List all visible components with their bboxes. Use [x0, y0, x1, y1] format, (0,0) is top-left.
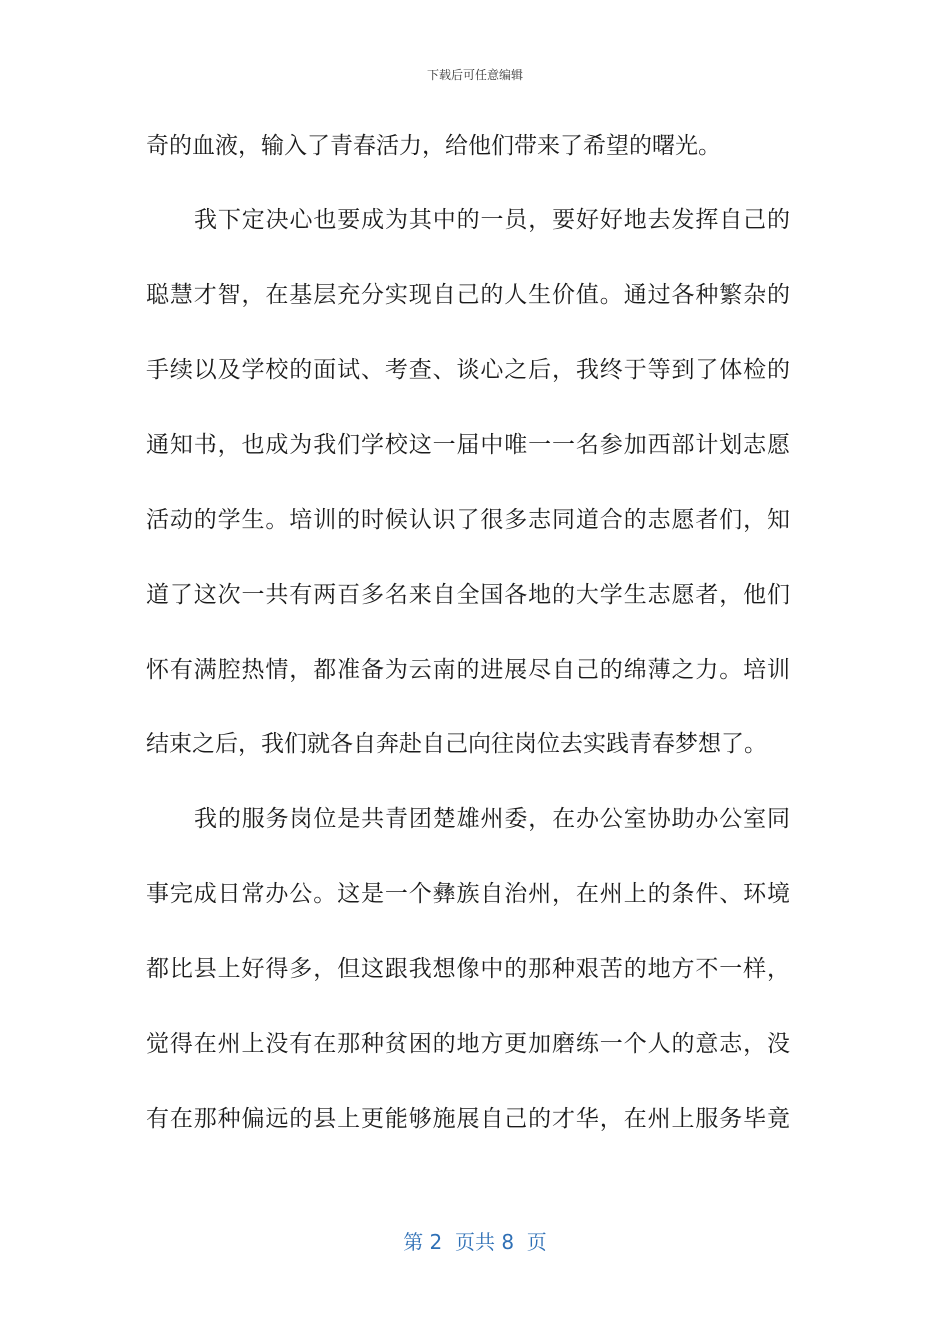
text-line: 我的服务岗位是共青团楚雄州委，在办公室协助办公室同: [194, 806, 790, 832]
text-line: 手续以及学校的面试、考查、谈心之后，我终于等到了体检的: [146, 357, 790, 383]
text-line: 事完成日常办公。这是一个彝族自治州，在州上的条件、环境: [146, 881, 790, 907]
text-line: 道了这次一共有两百多名来自全国各地的大学生志愿者，他们: [146, 582, 790, 608]
text-line: 怀有满腔热情，都准备为云南的进展尽自己的绵薄之力。培训: [146, 657, 790, 683]
text-line: 觉得在州上没有在那种贫困的地方更加磨练一个人的意志，没: [146, 1031, 790, 1057]
text-line: 通知书，也成为我们学校这一届中唯一一名参加西部计划志愿: [146, 432, 790, 458]
text-line: 奇的血液，输入了青春活力，给他们带来了希望的曙光。: [146, 133, 721, 159]
text-line: 活动的学生。培训的时候认识了很多志同道合的志愿者们，知: [146, 507, 790, 533]
page-header: 下载后可任意编辑: [426, 68, 523, 82]
text-line: 有在那种偏远的县上更能够施展自己的才华，在州上服务毕竟: [146, 1106, 790, 1132]
text-line: 我下定决心也要成为其中的一员，要好好地去发挥自己的: [194, 207, 790, 233]
text-line: 结束之后，我们就各自奔赴自己向往岗位去实践青春梦想了。: [146, 731, 767, 757]
text-line: 都比县上好得多，但这跟我想像中的那种艰苦的地方不一样，: [146, 956, 790, 982]
page-number-footer: 第 2 页共 8 页: [403, 1230, 547, 1254]
text-line: 聪慧才智，在基层充分实现自己的人生价值。通过各种繁杂的: [146, 282, 790, 308]
